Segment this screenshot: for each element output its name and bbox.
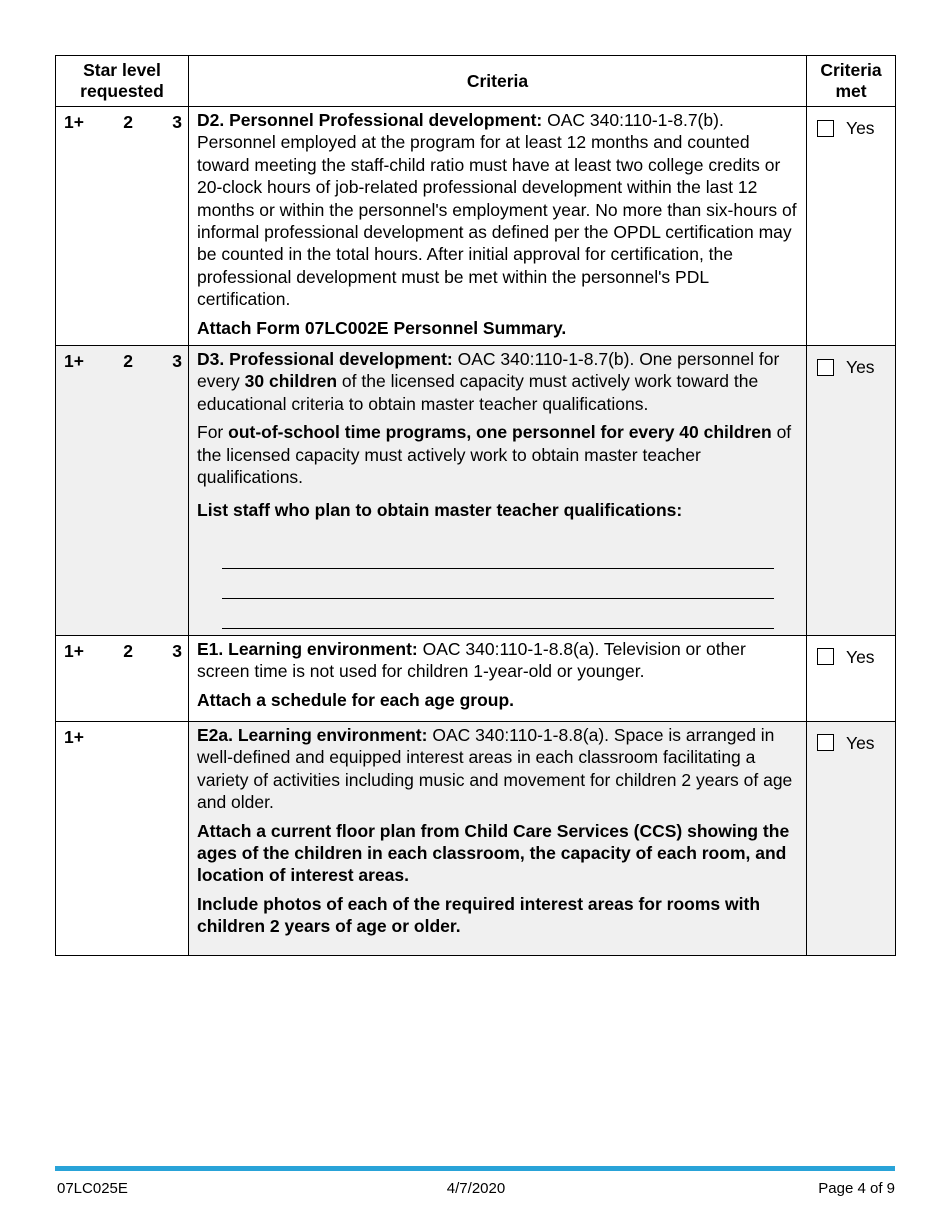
star-level-2: 2 <box>123 112 133 132</box>
footer-form-number: 07LC025E <box>57 1180 128 1197</box>
footer-page-number: Page 4 of 9 <box>818 1180 895 1197</box>
criteria-note: Attach a schedule for each age group. <box>197 689 515 710</box>
staff-list-lines <box>222 539 774 629</box>
star-levels-cell <box>56 721 189 955</box>
staff-entry-line[interactable] <box>222 599 774 629</box>
table-row-d2 <box>56 107 896 346</box>
staff-entry-line[interactable] <box>222 539 774 569</box>
star-levels-cell <box>56 346 189 636</box>
criteria-note-floor-plan: Attach a current floor plan from Child Care Services (CCS) showing the ages of the children in each classroom, the capacity of each room, and location of interest areas. <box>197 820 790 886</box>
star-levels-cell <box>56 635 189 721</box>
criteria-text: OAC 340:110-1-8.7(b). Personnel employed at the program for at least 12 months and counted toward meeting the staff-child ratio must have at least two college credits or 20-clock hours of job-related professional development within the last 12 months or within the personnel's employment year. No more than six-hours of informal professional development as defined per the OPDL certification may be counted in the total hours. After initial approval for certification, the professional development must be met within the personnel's PDL certification. <box>197 110 797 310</box>
criteria-met-cell <box>807 635 896 721</box>
star-level-3: 3 <box>172 640 182 661</box>
table-row-d3 <box>56 346 896 636</box>
footer-date: 4/7/2020 <box>446 1180 506 1197</box>
checkbox-label: Yes <box>846 118 875 138</box>
header-star-level: Star level requested <box>56 56 189 107</box>
criteria-cell <box>189 635 807 721</box>
star-level-1plus: 1+ <box>64 640 84 661</box>
checkbox-label: Yes <box>846 646 875 667</box>
criteria-text: OAC 340:110-1-8.8(a). Space is arranged in well-defined and equipped interest areas in each classroom facilitating a variety of activities including music and movement for children 2 years of age and older. <box>197 724 793 813</box>
star-level-3: 3 <box>172 112 182 132</box>
star-level-3: 3 <box>172 351 182 372</box>
criteria-cell <box>189 721 807 955</box>
criteria-met-cell <box>807 107 896 346</box>
criteria-met-checkbox[interactable] <box>817 734 834 751</box>
criteria-cell <box>189 346 807 636</box>
criteria-paragraph: D3. Professional development: OAC 340:110-1-8.7(b). One personnel for every 30 children of the licensed capacity must actively work toward the educational criteria to obtain master teacher qualifications. <box>197 349 780 414</box>
criteria-met-checkbox[interactable] <box>817 359 834 376</box>
criteria-met-cell <box>807 721 896 955</box>
header-criteria-met: Criteria met <box>807 56 896 107</box>
criteria-table <box>55 55 896 956</box>
star-level-2: 2 <box>123 640 133 661</box>
criteria-met-checkbox[interactable] <box>817 120 834 137</box>
criteria-title: D3. Professional development: <box>197 349 453 370</box>
criteria-note: Attach Form 07LC002E Personnel Summary. <box>197 317 567 338</box>
star-level-1plus: 1+ <box>64 726 84 747</box>
header-criteria: Criteria <box>189 56 807 107</box>
star-level-2: 2 <box>123 351 133 372</box>
criteria-paragraph <box>197 724 798 814</box>
criteria-paragraph-ost: For out-of-school time programs, one personnel for every 40 children of the licensed capacity must actively work to obtain master teacher qualifications. <box>197 422 792 488</box>
criteria-paragraph <box>197 638 798 683</box>
footer-divider <box>55 1166 895 1171</box>
star-level-1plus: 1+ <box>64 351 84 372</box>
staff-entry-line[interactable] <box>222 569 774 599</box>
table-row-e2a <box>56 721 896 955</box>
checkbox-label: Yes <box>846 357 875 378</box>
criteria-paragraph <box>197 109 798 311</box>
star-level-1plus: 1+ <box>64 112 84 132</box>
table-header-row <box>56 56 896 107</box>
criteria-title: D2. Personnel Professional development: <box>197 110 543 130</box>
criteria-met-cell <box>807 346 896 636</box>
criteria-title: E1. Learning environment: <box>197 638 418 659</box>
checkbox-label: Yes <box>846 732 875 753</box>
criteria-cell <box>189 107 807 346</box>
criteria-title: E2a. Learning environment: <box>197 724 428 745</box>
criteria-text: OAC 340:110-1-8.8(a). Television or other screen time is not used for children 1-year-old or younger. <box>197 638 746 682</box>
criteria-note: List staff who plan to obtain master teacher qualifications: <box>197 499 683 520</box>
criteria-note-photos: Include photos of each of the required interest areas for rooms with children 2 years of age or older. <box>197 893 761 937</box>
table-row-e1 <box>56 635 896 721</box>
star-levels-cell <box>56 107 189 346</box>
criteria-met-checkbox[interactable] <box>817 648 834 665</box>
